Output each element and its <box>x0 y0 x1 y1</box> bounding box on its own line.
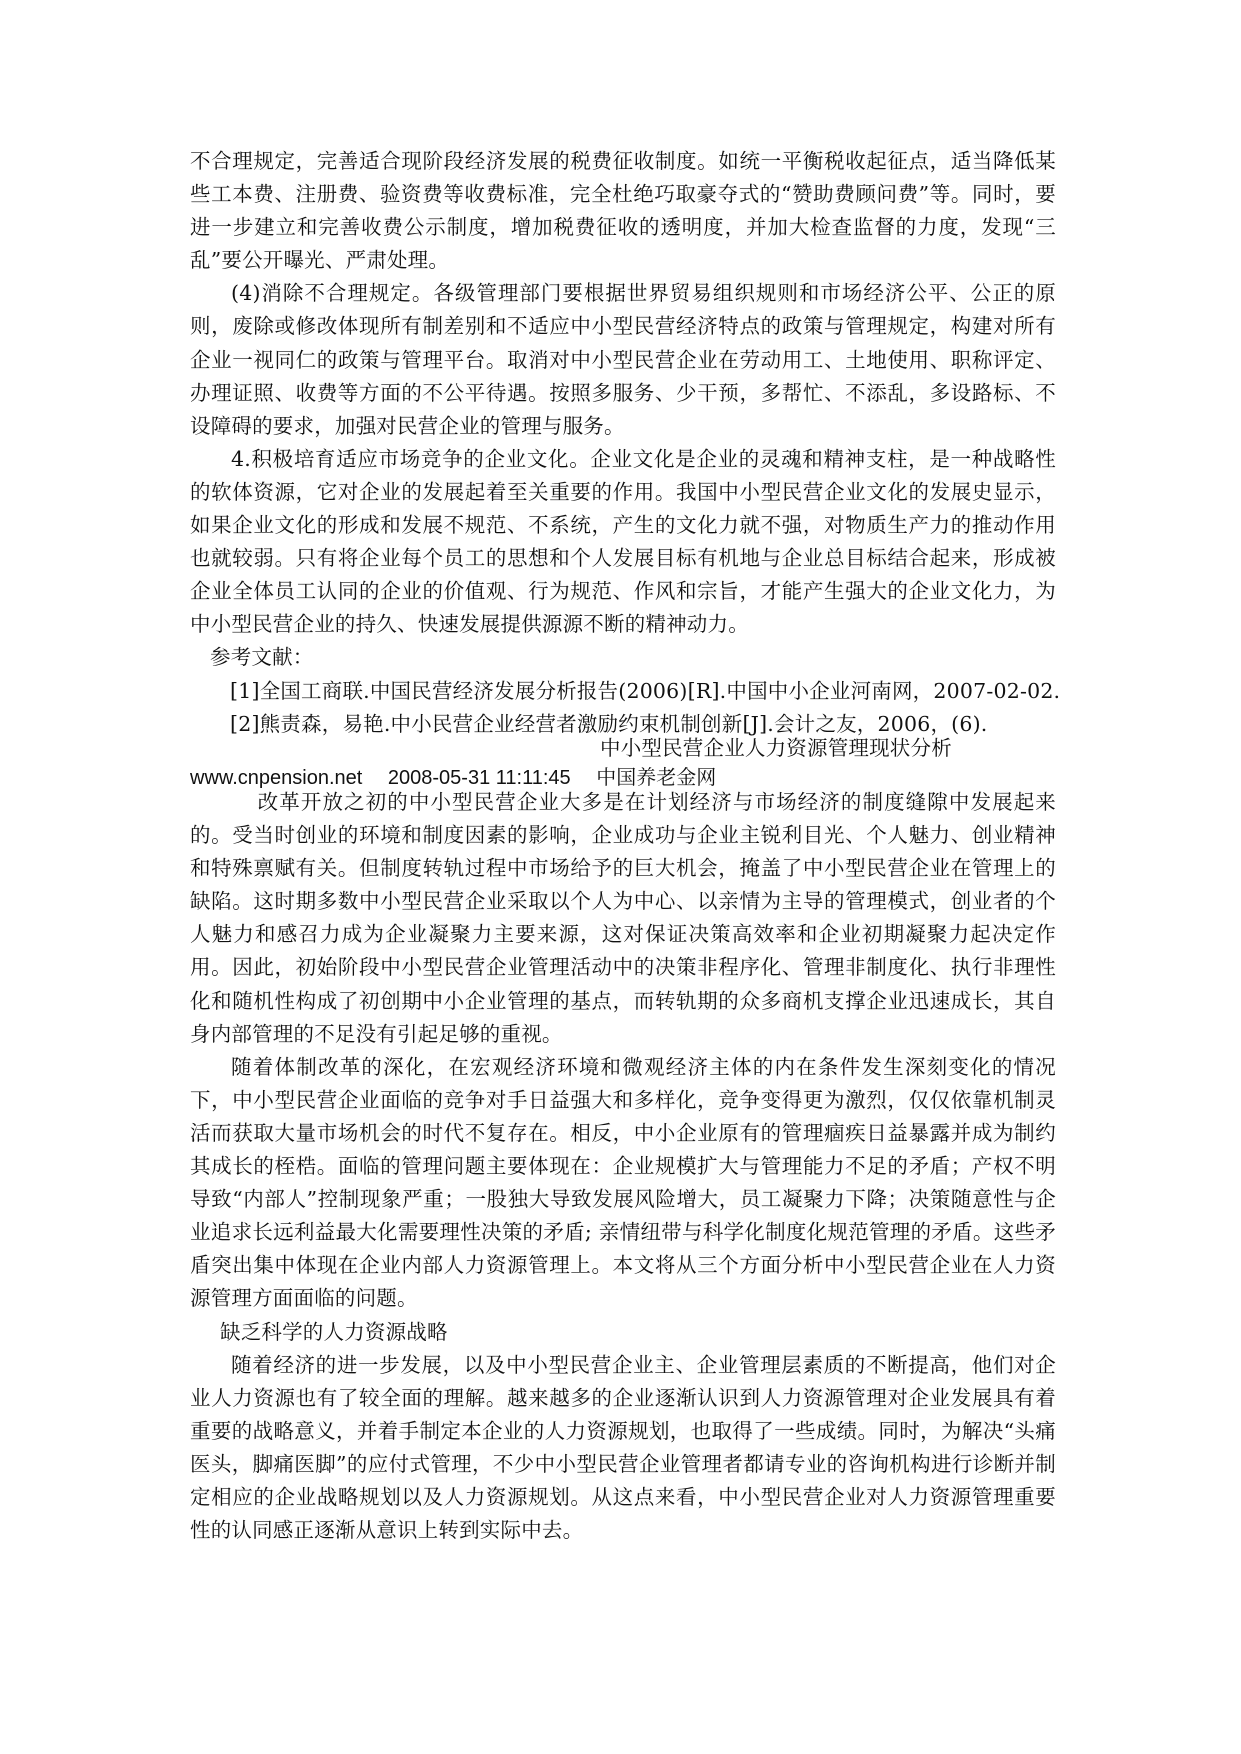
section-subheading: 缺乏科学的人力资源战略 <box>220 1319 448 1344</box>
references-heading: 参考文献： <box>210 645 314 670</box>
paragraph-early-reform: 改革开放之初的中小型民营企业大多是在计划经济与市场经济的制度缝隙中发展起来的。受当时创业的环境和制度因素的影响，企业成功与企业主锐利目光、个人魅力、创业精神和特殊禀赋有关。但制度转轨过程中市场给予的巨大机会，掩盖了中小型民营企业在管理上的缺陷。这时期多数中小型民营企业采取以个人为中心、以亲情为主导的管理模式，创业者的个人魅力和感召力成为企业凝聚力主要来源，这对保证决策高效率和企业初期凝聚力起决定作用。因此，初始阶段中小型民营企业管理活动中的决策非程序化、管理非制度化、执行非理性化和随机性构成了初创期中小企业管理的基点，而转轨期的众多商机支撑企业迅速成长，其自身内部管理的不足没有引起足够的重视。 <box>190 790 1056 1046</box>
article-title: 中小型民营企业人力资源管理现状分析 <box>600 736 952 760</box>
publish-datetime: 2008-05-31 11:11:45 <box>387 767 571 789</box>
source-url: www.cnpension.net <box>190 767 363 789</box>
paragraph-tax-rules: 不合理规定，完善适合现阶段经济发展的税费征收制度。如统一平衡税收起征点，适当降低某些工本费、注册费、验资费等收费标准，完全杜绝巧取豪夺式的“赞助费顾问费”等。同时，要进一步建立和完善收费公示制度，增加税费征收的透明度，并加大检查监督的力度，发现“三乱”要公开曝光、严肃处理。 <box>190 149 1056 273</box>
paragraph-hr-strategy: 随着经济的进一步发展，以及中小型民营企业主、企业管理层素质的不断提高，他们对企业人力资源也有了较全面的理解。越来越多的企业逐渐认识到人力资源管理对企业发展具有着重要的战略意义，并着手制定本企业的人力资源规划，也取得了一些成绩。同时，为解决“头痛医头，脚痛医脚”的应付式管理，不少中小型民营企业管理者都请专业的咨询机构进行诊断并制定相应的企业战略规划以及人力资源规划。从这点来看，中小型民营企业对人力资源管理重要性的认同感正逐渐从意识上转到实际中去。 <box>190 1352 1056 1543</box>
text-block-upper <box>190 145 1061 741</box>
reference-item-1: [1]全国工商联.中国民营经济发展分析报告(2006)[R].中国中小企业河南网，2007-02-02. <box>230 678 1061 703</box>
paragraph-system-reform: 随着体制改革的深化，在宏观经济环境和微观经济主体的内在条件发生深刻变化的情况下，中小型民营企业面临的竞争对手日益强大和多样化，竞争变得更为激烈，仅仅依靠机制灵活而获取大量市场机会的时代不复存在。相反，中小企业原有的管理痼疾日益暴露并成为制约其成长的桎梏。面临的管理问题主要体现在：企业规模扩大与管理能力不足的矛盾；产权不明导致“内部人”控制现象严重；一股独大导致发展风险增大，员工凝聚力下降；决策随意性与企业追求长远利益最大化需要理性决策的矛盾; 亲情纽带与科学化制度化规范管理的矛盾。这些矛盾突出集中体现在企业内部人力资源管理上。本文将从三个方面分析中小型民营企业在人力资源管理方面面临的问题。 <box>190 1054 1056 1311</box>
source-site: 中国养老金网 <box>596 767 717 789</box>
text-block-lower <box>190 786 1056 1547</box>
paragraph-remove-unreasonable-rules: (4)消除不合理规定。各级管理部门要根据世界贸易组织规则和市场经济公平、公正的原则，废除或修改体现所有制差别和不适应中小型民营经济特点的政策与管理规定，构建对所有企业一视同仁的政策与管理平台。取消对中小型民营企业在劳动用工、土地使用、职称评定、办理证照、收费等方面的不公平待遇。按照多服务、少干预，多帮忙、不添乱，多设路标、不设障碍的要求，加强对民营企业的管理与服务。 <box>190 281 1056 438</box>
reference-item-2: [2]熊责森，易艳.中小民营企业经营者激励约束机制创新[J].会计之友，2006，(6). <box>230 711 988 736</box>
paragraph-enterprise-culture: 4.积极培育适应市场竞争的企业文化。企业文化是企业的灵魂和精神支柱，是一种战略性的软体资源，它对企业的发展起着至关重要的作用。我国中小型民营企业文化的发展史显示，如果企业文化的形成和发展不规范、不系统，产生的文化力就不强，对物质生产力的推动作用也就较弱。只有将企业每个员工的思想和个人发展目标有机地与企业总目标结合起来，形成被企业全体员工认同的企业的价值观、行为规范、作风和宗旨，才能产生强大的企业文化力，为中小型民营企业的持久、快速发展提供源源不断的精神动力。 <box>190 446 1056 637</box>
